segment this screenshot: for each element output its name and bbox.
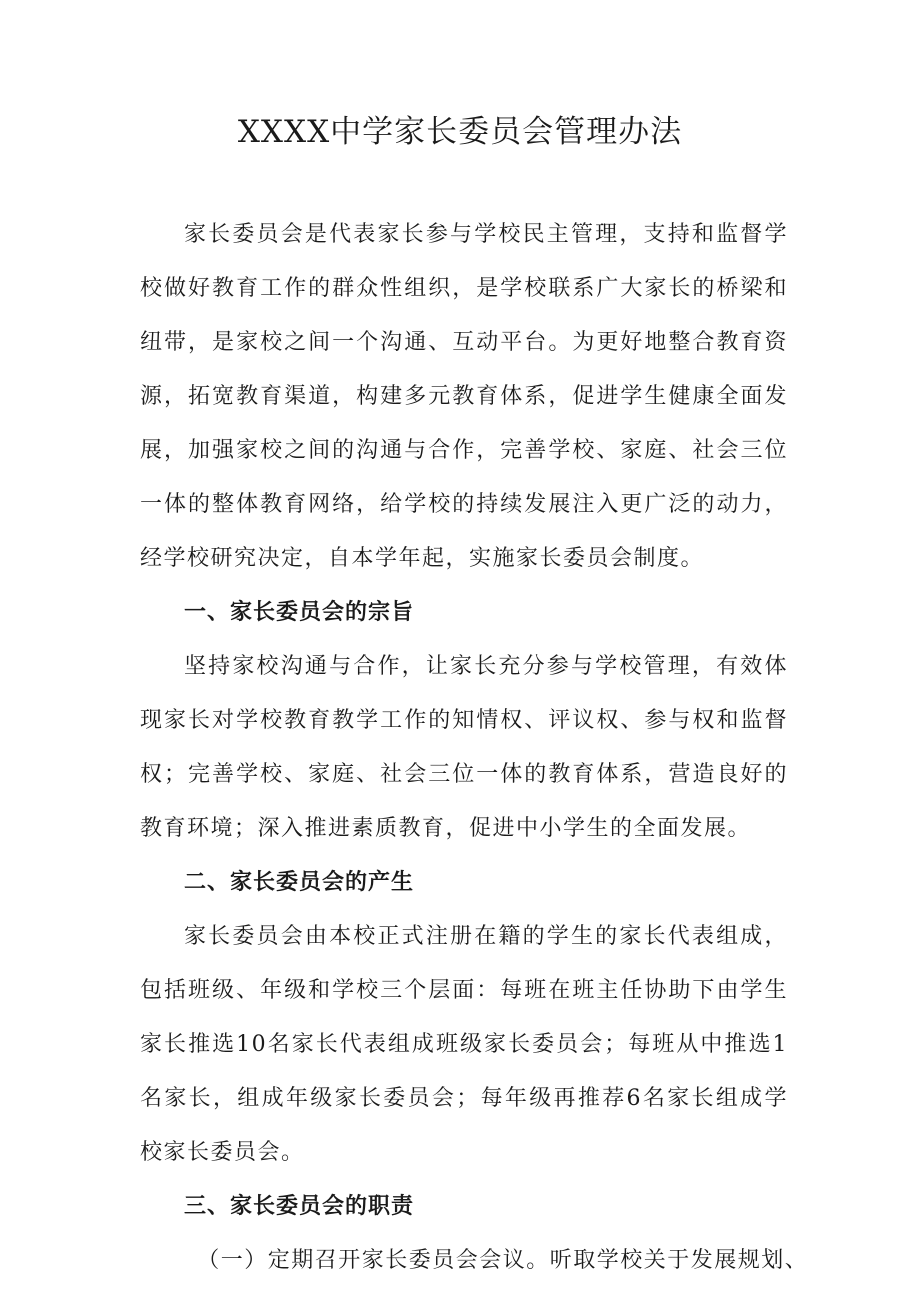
- section-heading-purpose: 一、家长委员会的宗旨: [184, 600, 415, 625]
- duties-item-1: （一）定期召开家长委员会会议。听取学校关于发展规划、: [197, 1248, 809, 1273]
- section-heading-formation: 二、家长委员会的产生: [184, 870, 415, 895]
- document-body: [140, 208, 809, 1288]
- intro-paragraph: 家长委员会是代表家长参与学校民主管理，支持和监督学校做好教育工作的群众性组织，是学校联系广大家长的桥梁和纽带，是家校之间一个沟通、互动平台。为更好地整合教育资源，拓宽教育渠道，构建多元教育体系，促进学生健康全面发展，加强家校之间的沟通与合作，完善学校、家庭、社会三位一体的整体教育网络，给学校的持续发展注入更广泛的动力，经学校研究决定，自本学年起，实施家长委员会制度。: [140, 222, 788, 571]
- section-body-formation: 家长委员会由本校正式注册在籍的学生的家长代表组成，包括班级、年级和学校三个层面：每班在班主任协助下由学生家长推选10名家长代表组成班级家长委员会；每班从中推选1名家长，组成年级家长委员会；每年级再推荐6名家长组成学校家长委员会。: [140, 924, 788, 1165]
- document-title: XXXX中学家长委员会管理办法: [237, 114, 683, 150]
- section-heading-duties: 三、家长委员会的职责: [184, 1194, 415, 1219]
- section-body-purpose: 坚持家校沟通与合作，让家长充分参与学校管理，有效体现家长对学校教育教学工作的知情权、评议权、参与权和监督权；完善学校、家庭、社会三位一体的教育体系，营造良好的教育环境；深入推进素质教育，促进中小学生的全面发展。: [140, 654, 788, 841]
